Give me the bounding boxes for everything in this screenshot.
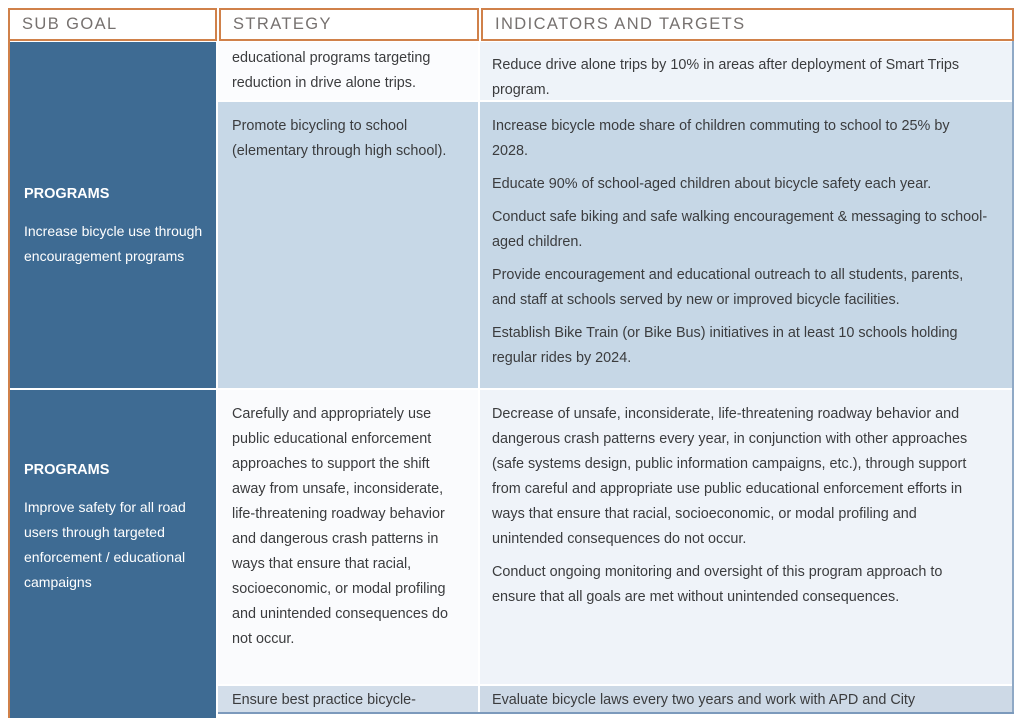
indicators-cell-educational-enforcement xyxy=(480,390,1012,684)
indicator-text: Evaluate bicycle laws every two years and work with APD and City xyxy=(492,692,916,708)
indicator-text: Establish Bike Train (or Bike Bus) initiatives in at least 10 schools holding regular rides by 2024. xyxy=(492,325,958,366)
indicator-text: Increase bicycle mode share of children commuting to school to 25% by 2028. xyxy=(492,118,950,159)
indicator-text: Decrease of unsafe, inconsiderate, life-threatening roadway behavior and dangerous crash patterns every year, in conjunction with other approaches (safe systems design, public information campaigns, etc.), through support from careful and appropriate use public educational enforcement efforts in ways that ensure that racial, socioeconomic, or modal profiling and unintended consequences do not occur. xyxy=(492,406,968,547)
subgoal-cell-encouragement-programs xyxy=(10,42,216,388)
indicator-text: Reduce drive alone trips by 10% in areas after deployment of Smart Trips program. xyxy=(492,57,960,98)
table-right-border xyxy=(1012,41,1014,714)
indicators-cell-promote-bicycling-to-school xyxy=(480,102,1012,388)
indicator-text: Conduct safe biking and safe walking encouragement & messaging to school-aged children. xyxy=(492,209,988,250)
strategy-text: Promote bicycling to school (elementary through high school). xyxy=(232,118,447,159)
strategy-cell-promote-bicycling-to-school xyxy=(218,102,478,388)
column-header-sub-goal: SUB GOAL xyxy=(8,8,217,41)
strategy-cell-drive-alone-reduction xyxy=(218,42,478,100)
column-header-indicators-and-targets: INDICATORS AND TARGETS xyxy=(481,8,1014,41)
indicator-text: Conduct ongoing monitoring and oversight of this program approach to ensure that all goals are met without unintended consequences. xyxy=(492,564,943,605)
subgoal-title: PROGRAMS xyxy=(24,461,110,478)
subgoal-cell-safety-enforcement xyxy=(10,390,216,718)
indicators-cell-best-practice-bicycle-laws xyxy=(480,686,1012,712)
strategy-text: educational programs targeting reduction in drive alone trips. xyxy=(232,50,431,91)
column-header-strategy: STRATEGY xyxy=(219,8,479,41)
indicator-text: Provide encouragement and educational outreach to all students, parents, and staff at schools served by new or improved bicycle facilities. xyxy=(492,267,964,308)
subgoal-text: Improve safety for all road users through targeted enforcement / educational campaigns xyxy=(24,498,186,590)
strategy-cell-educational-enforcement xyxy=(218,390,478,684)
strategy-cell-best-practice-bicycle-laws xyxy=(218,686,478,712)
subgoal-title: PROGRAMS xyxy=(24,185,110,202)
subgoal-text: Increase bicycle use through encouragement programs xyxy=(24,222,203,264)
indicator-text: Educate 90% of school-aged children about bicycle safety each year. xyxy=(492,176,932,192)
indicators-cell-drive-alone-reduction xyxy=(480,42,1012,100)
strategy-text: Carefully and appropriately use public educational enforcement approaches to support the shift away from unsafe, inconsiderate, life-threatening roadway behavior and dangerous crash patterns in ways that ensure that racial, socioeconomic, or modal profiling and unintended consequences do not occur. xyxy=(232,406,449,647)
strategy-text: Ensure best practice bicycle- xyxy=(232,692,416,708)
